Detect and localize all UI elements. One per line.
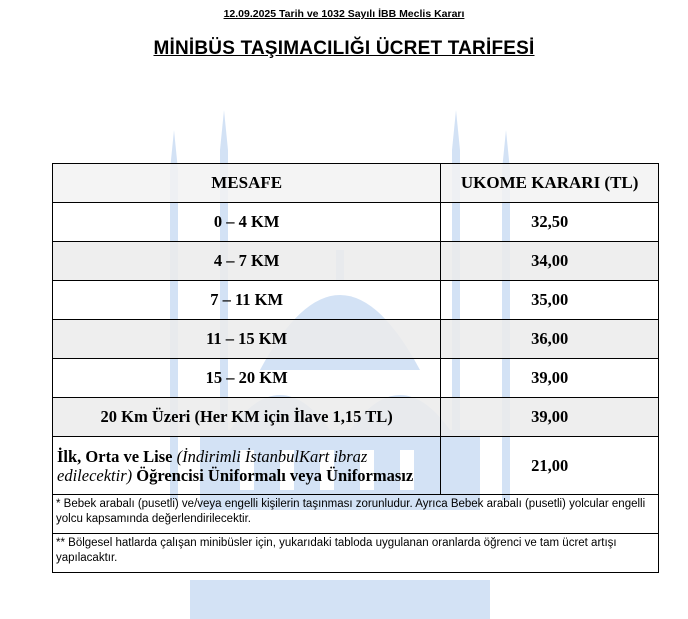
footnote-accessibility: * Bebek arabalı (pusetli) ve/veya engelli kişilerin taşınması zorunludur. Ayrıca Bebek arabalı (pusetli) yolcular engelli yolcu kapsamında değerlendirilecektir. bbox=[53, 495, 659, 534]
footnote-regional-lines: ** Bölgesel hatlarda çalışan minibüsler için, yukarıdaki tabloda uygulanan oranlarda öğrenci ve tam ücret artışı yapılacaktır. bbox=[53, 534, 659, 573]
table-row bbox=[53, 281, 659, 320]
student-prefix: İlk, Orta ve Lise bbox=[57, 446, 177, 466]
fare-cell: 32,50 bbox=[441, 203, 659, 242]
table-row bbox=[53, 398, 659, 437]
distance-cell: 15 – 20 KM bbox=[53, 359, 441, 398]
page-title: MİNİBÜS TAŞIMACILIĞI ÜCRET TARİFESİ bbox=[153, 38, 535, 59]
distance-cell: 7 – 11 KM bbox=[53, 281, 441, 320]
student-fare-cell: 21,00 bbox=[441, 437, 659, 495]
fare-cell: 36,00 bbox=[441, 320, 659, 359]
table-row bbox=[53, 320, 659, 359]
distance-cell: 4 – 7 KM bbox=[53, 242, 441, 281]
distance-cell: 11 – 15 KM bbox=[53, 320, 441, 359]
footnote-row bbox=[53, 534, 659, 573]
fare-cell: 35,00 bbox=[441, 281, 659, 320]
student-suffix: Öğrencisi Üniformalı veya Üniformasız bbox=[132, 465, 414, 485]
fare-cell: 39,00 bbox=[441, 398, 659, 437]
table-header-row bbox=[53, 164, 659, 203]
fare-cell: 34,00 bbox=[441, 242, 659, 281]
distance-cell: 20 Km Üzeri (Her KM için İlave 1,15 TL) bbox=[53, 398, 441, 437]
student-discount-note: (İndirimli İstanbulKart ibraz edilecektir) bbox=[57, 446, 368, 485]
student-fare-row bbox=[53, 437, 659, 495]
distance-cell: 0 – 4 KM bbox=[53, 203, 441, 242]
fare-cell: 39,00 bbox=[441, 359, 659, 398]
table-row bbox=[53, 359, 659, 398]
distance-column-header: MESAFE bbox=[53, 164, 441, 203]
fare-column-header: UKOME KARARI (TL) bbox=[441, 164, 659, 203]
student-description bbox=[53, 437, 441, 495]
fare-table bbox=[52, 163, 659, 573]
table-row bbox=[53, 203, 659, 242]
table-row bbox=[53, 242, 659, 281]
footnote-row bbox=[53, 495, 659, 534]
decision-reference: 12.09.2025 Tarih ve 1032 Sayılı İBB Meclis Kararı bbox=[223, 8, 465, 20]
